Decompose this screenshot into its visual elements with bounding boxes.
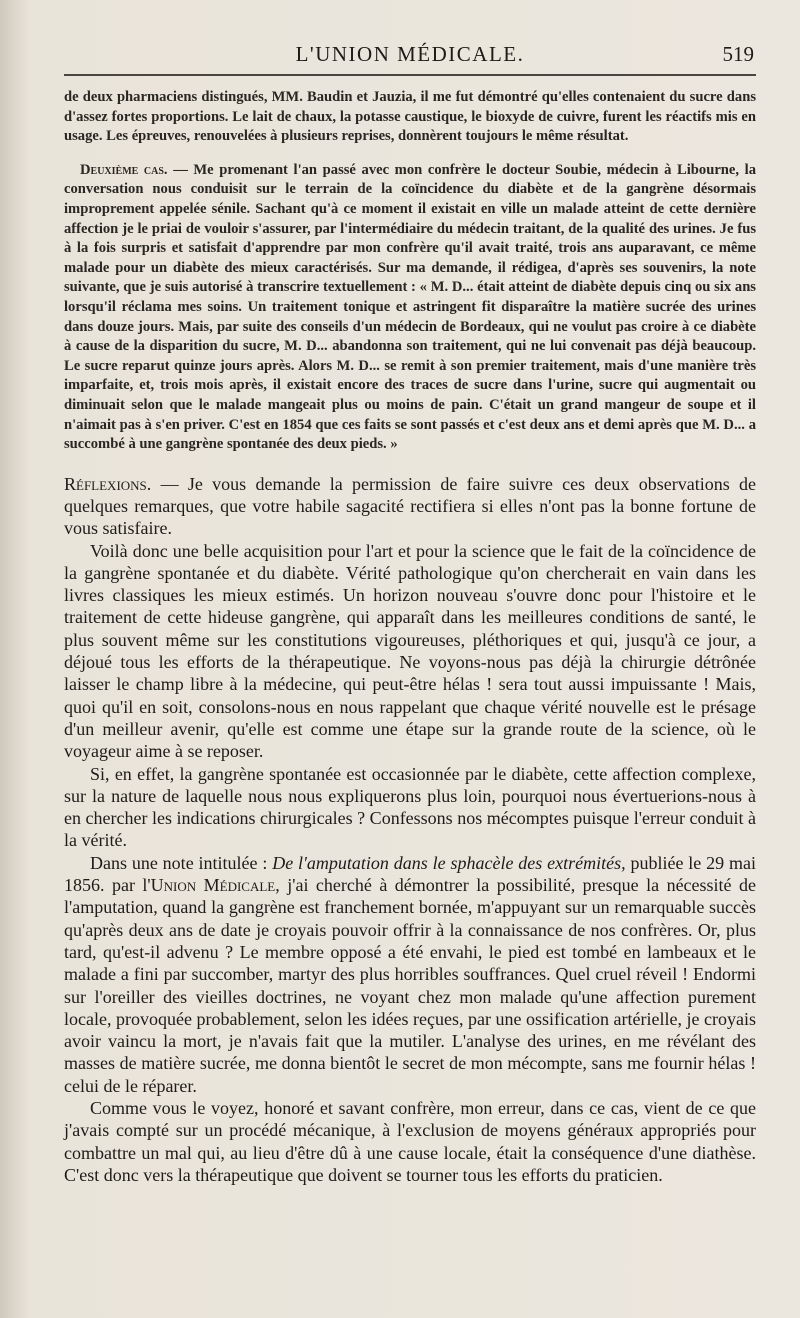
paragraph-text: Comme vous le voyez, honoré et savant confrère, mon erreur, dans ce cas, vient de ce que j'avais compté sur un procédé mécanique, à l'exclusion de moyens généraux appropriés pour combattre un mal qui, au lieu d'être dû à une cause locale, était la conséquence d'une diathèse. C'est donc vers la thérapeutique que doivent se tourner tous les efforts du praticien. xyxy=(64,1098,756,1185)
journal-name: Union Médicale xyxy=(150,875,276,896)
running-header xyxy=(64,34,756,76)
cited-title: De l'amputation dans le sphacèle des extrémités, xyxy=(272,852,626,873)
paragraph-reflexions xyxy=(64,473,756,540)
case-heading: Deuxième cas. xyxy=(80,161,168,178)
paragraph-text: de deux pharmaciens distingués, MM. Baudin et Jauzia, il me fut démontré qu'elles contenaient du sucre dans d'assez fortes proportions. Le lait de chaux, la potasse caustique, le bioxyde de cuivre, furent les réactifs mis en usage. Les épreuves, renouvelées à plusieurs reprises, donnèrent toujours le même résultat. xyxy=(64,89,756,145)
paragraph-conclusion xyxy=(64,1097,756,1186)
section-heading: Réflexions. xyxy=(64,473,152,494)
paragraph-continuation xyxy=(64,88,756,147)
paragraph-text: Dans une note intitulée : xyxy=(90,852,273,873)
paragraph-text: Voilà donc une belle acquisition pour l'art et pour la science que le fait de la coïncidence de la gangrène spontanée et du diabète. Vérité pathologique qu'on chercherait en vain dans les livres classiques les mieux estimés. Un horizon nouveau s'ouvre donc pour l'histoire et le traitement de cette hideuse gangrène, qui apparaît dans les meilleures conditions de santé, le plus souvent même sur les constitutions vigoureuses, pléthoriques et qui, jusqu'à ce jour, a déjoué tous les efforts de la thérapeutique. Ne voyons-nous pas déjà la chirurgie détrônée laisser le champ libre à la médecine, qui peut-être hélas ! sera tout aussi impuissante ! Mais, quoi qu'il en soit, consolons-nous en nous rappelant que chaque vérité nouvelle est le présage d'un meilleur avenir, qu'elle est comme une étape sur la grande route de la science, où le voyageur aime à se reposer. xyxy=(64,540,756,762)
journal-title: L'UNION MÉDICALE. xyxy=(295,42,525,66)
paragraph-confession xyxy=(64,763,756,852)
paragraph-text: Si, en effet, la gangrène spontanée est occasionnée par le diabète, cette affection complexe, sur la nature de laquelle nous nous expliquerons plus loin, pourquoi nous évertuerions-nous à en chercher les indications chirurgicales ? Confessons nos mécomptes puisque l'erreur conduit à la vérité. xyxy=(64,763,756,851)
paragraph-text: — Me promenant l'an passé avec mon confrère le docteur Soubie, médecin à Libourne, la conversation nous conduisit sur le terrain de la coïncidence du diabète et de la gangrène désormais improprement appelée sénile. Sachant qu'à ce moment il existait en ville un malade atteint de cette dernière affection je le priai de vouloir s'assurer, par l'intermédiaire du médecin traitant, de la qualité des urines. Je fus à la fois surpris et satisfait d'apprendre par mon confrère qu'il avait traité, trois ans auparavant, ce même malade pour un diabète des mieux caractérisés. Sur ma demande, il rédigea, d'après ses souvenirs, la note suivante, que je suis autorisé à transcrire textuellement : « M. D... était atteint de diabète depuis cinq ou six ans lorsqu'il réclama mes soins. Un traitement tonique et astringent fit disparaître la matière sucrée des urines dans douze jours. Mais, par suite des conseils d'un médecin de Bordeaux, qui ne voulut pas croire à ce diabète à cause de la disparition du sucre, M. D... abandonna son traitement, qui ne lui convenait pas déjà beaucoup. Le sucre reparut quinze jours après. Alors M. D... se remit à son premier traitement, mais d'une manière très imparfaite, et, trois mois après, il existait encore des traces de sucre dans l'urine, sucre qui augmentait ou diminuait selon que le malade mangeait plus ou moins de pain. C'était un grand mangeur de soupe et il n'aimait pas à s'en priver. C'est en 1854 que ces faits se sont passés et c'est deux ans et demi après que M. D... a succombé à une gangrène spontanée des deux pieds. » xyxy=(64,161,756,453)
paragraph-second-case xyxy=(64,161,756,455)
paragraph-text: publiée le 29 mai 1856. par l' xyxy=(64,852,756,896)
paragraph-amputation-note xyxy=(64,852,756,1097)
paragraph-acquisition xyxy=(64,540,756,763)
page-number: 519 xyxy=(722,42,754,66)
paragraph-text: — Je vous demande la permission de faire suivre ces deux observations de quelques remarques, que votre habile sagacité rectifiera si elles n'ont pas la bonne fortune de vous satisfaire. xyxy=(64,473,756,539)
paragraph-text: , j'ai cherché à démontrer la possibilité, presque la nécessité de l'amputation, quand la gangrène est franchement bornée, m'appuyant sur un remarquable succès qu'après deux ans de date je croyais pouvoir offrir à la connaissance de nos confrères. Or, plus tard, qu'est-il advenu ? Le membre opposé a été envahi, le pied est tombé en lambeaux et le malade a fini par succomber, martyr des plus horribles souffrances. Quel cruel réveil ! Endormi sur l'oreiller des vieilles doctrines, ne voyant chez mon malade qu'une affection purement locale, provoquée probablement, selon les idées reçues, par une ossification artérielle, je croyais avoir vaincu la mort, je n'avais fait que la mutiler. L'analyse des urines, en me révélant des masses de matière sucrée, me donna bientôt le secret de mon mécompte, sans me fournir hélas ! celui de le réparer. xyxy=(64,875,756,1096)
